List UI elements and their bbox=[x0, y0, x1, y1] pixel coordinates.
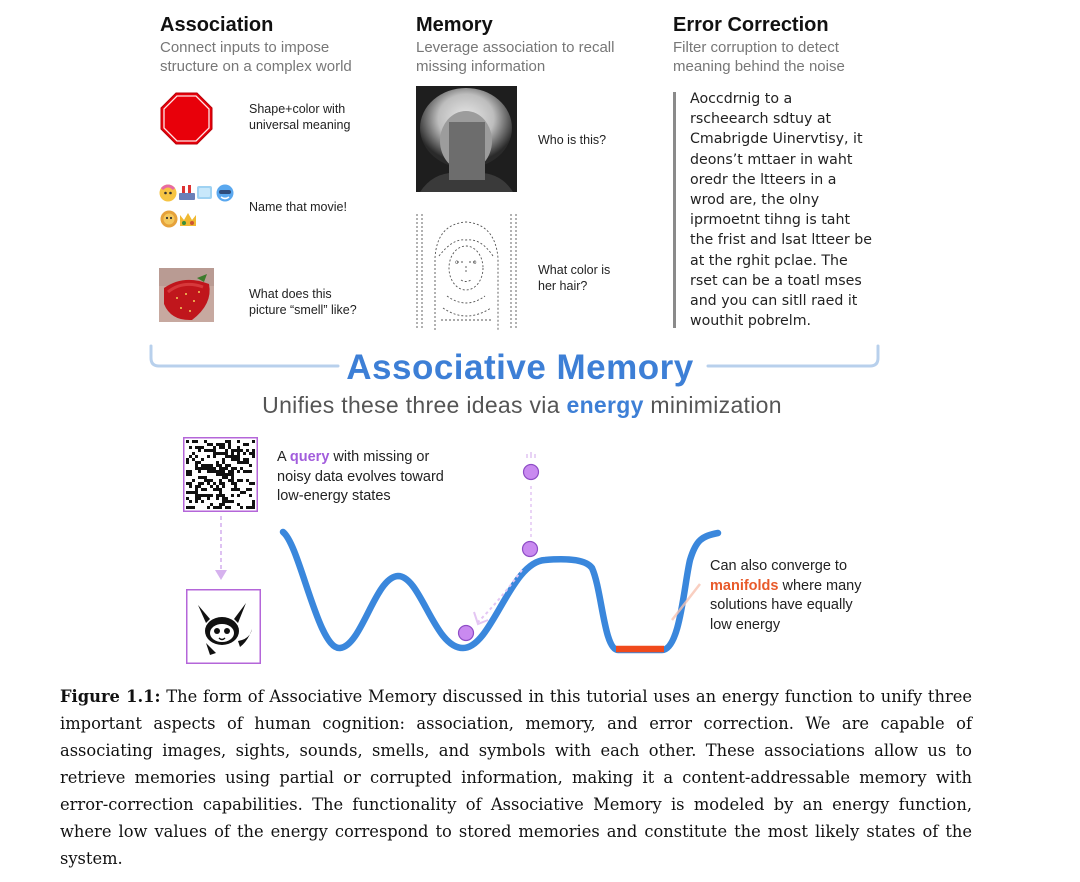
association-subtitle: Connect inputs to impose structure on a complex world bbox=[160, 39, 352, 75]
movie-emoji-icons bbox=[159, 182, 241, 230]
memory-item2-text: What color is her hair? bbox=[538, 263, 611, 293]
energy-ball-icon bbox=[524, 465, 539, 480]
energy-landscape bbox=[270, 445, 740, 670]
memory-title: Memory bbox=[416, 14, 493, 36]
manifold-description: Can also converge to manifolds where many solutions have equally low energy bbox=[710, 558, 862, 633]
einstein-photo bbox=[416, 86, 517, 192]
clean-memory-image bbox=[186, 589, 261, 664]
noisy-query-image bbox=[183, 437, 258, 512]
svg-text:o: o bbox=[455, 259, 459, 266]
energy-ball-icon bbox=[523, 542, 538, 557]
memory-item1-text: Who is this? bbox=[538, 133, 607, 147]
association-title: Association bbox=[160, 14, 274, 36]
energy-curve bbox=[283, 532, 718, 650]
strawberry-image bbox=[159, 268, 214, 322]
energy-ball-icon bbox=[459, 626, 474, 641]
association-item1-text: Shape+color with universal meaning bbox=[249, 102, 351, 132]
stop-sign-icon bbox=[160, 92, 213, 145]
query-description: A query with missing or noisy data evolves toward low-energy states bbox=[277, 449, 444, 504]
figure-caption: Figure 1.1: The form of Associative Memory discussed in this tutorial uses an energy function to unify three important aspects of human cognition: association, memory, and error correction. We are capable of associating images, sights, sounds, smells, and symbols with each other. These associations allow us to retrieve memories using partial or corrupted information, making it a content-addressable memory with error-correction capabilities. The functionality of Associative Memory is modeled by an energy function, where low values of the energy correspond to stored memories and constitute the most likely states of the system. bbox=[60, 687, 972, 868]
associative-memory-title: Associative Memory bbox=[346, 348, 694, 387]
associative-memory-subtitle: Unifies these three ideas via energy minimization bbox=[262, 392, 782, 418]
ascii-portrait bbox=[413, 212, 519, 332]
error-text-bar bbox=[673, 92, 676, 328]
error-correction-subtitle: Filter corruption to detect meaning behind the noise bbox=[673, 39, 845, 75]
error-correction-title: Error Correction bbox=[673, 14, 829, 36]
query-to-memory-arrow bbox=[212, 516, 230, 584]
scrambled-text: Aoccdrnig to a rscheearch sdtuy at Cmabrigde Uinervtisy, it deons’t mttaer in waht oredr the ltteers in a wrod are, the olny iprmoetnt tihng is taht the frist and lsat ltteer be at the rghit pclae. The rset can be a toatl mses and you can sitll raed it wouthit pobrelm. bbox=[690, 91, 872, 330]
association-item2-text: Name that movie! bbox=[249, 200, 347, 214]
svg-text:o: o bbox=[473, 259, 477, 266]
association-item3-text: What does this picture “smell” like? bbox=[249, 287, 357, 317]
memory-subtitle: Leverage association to recall missing information bbox=[416, 39, 615, 75]
